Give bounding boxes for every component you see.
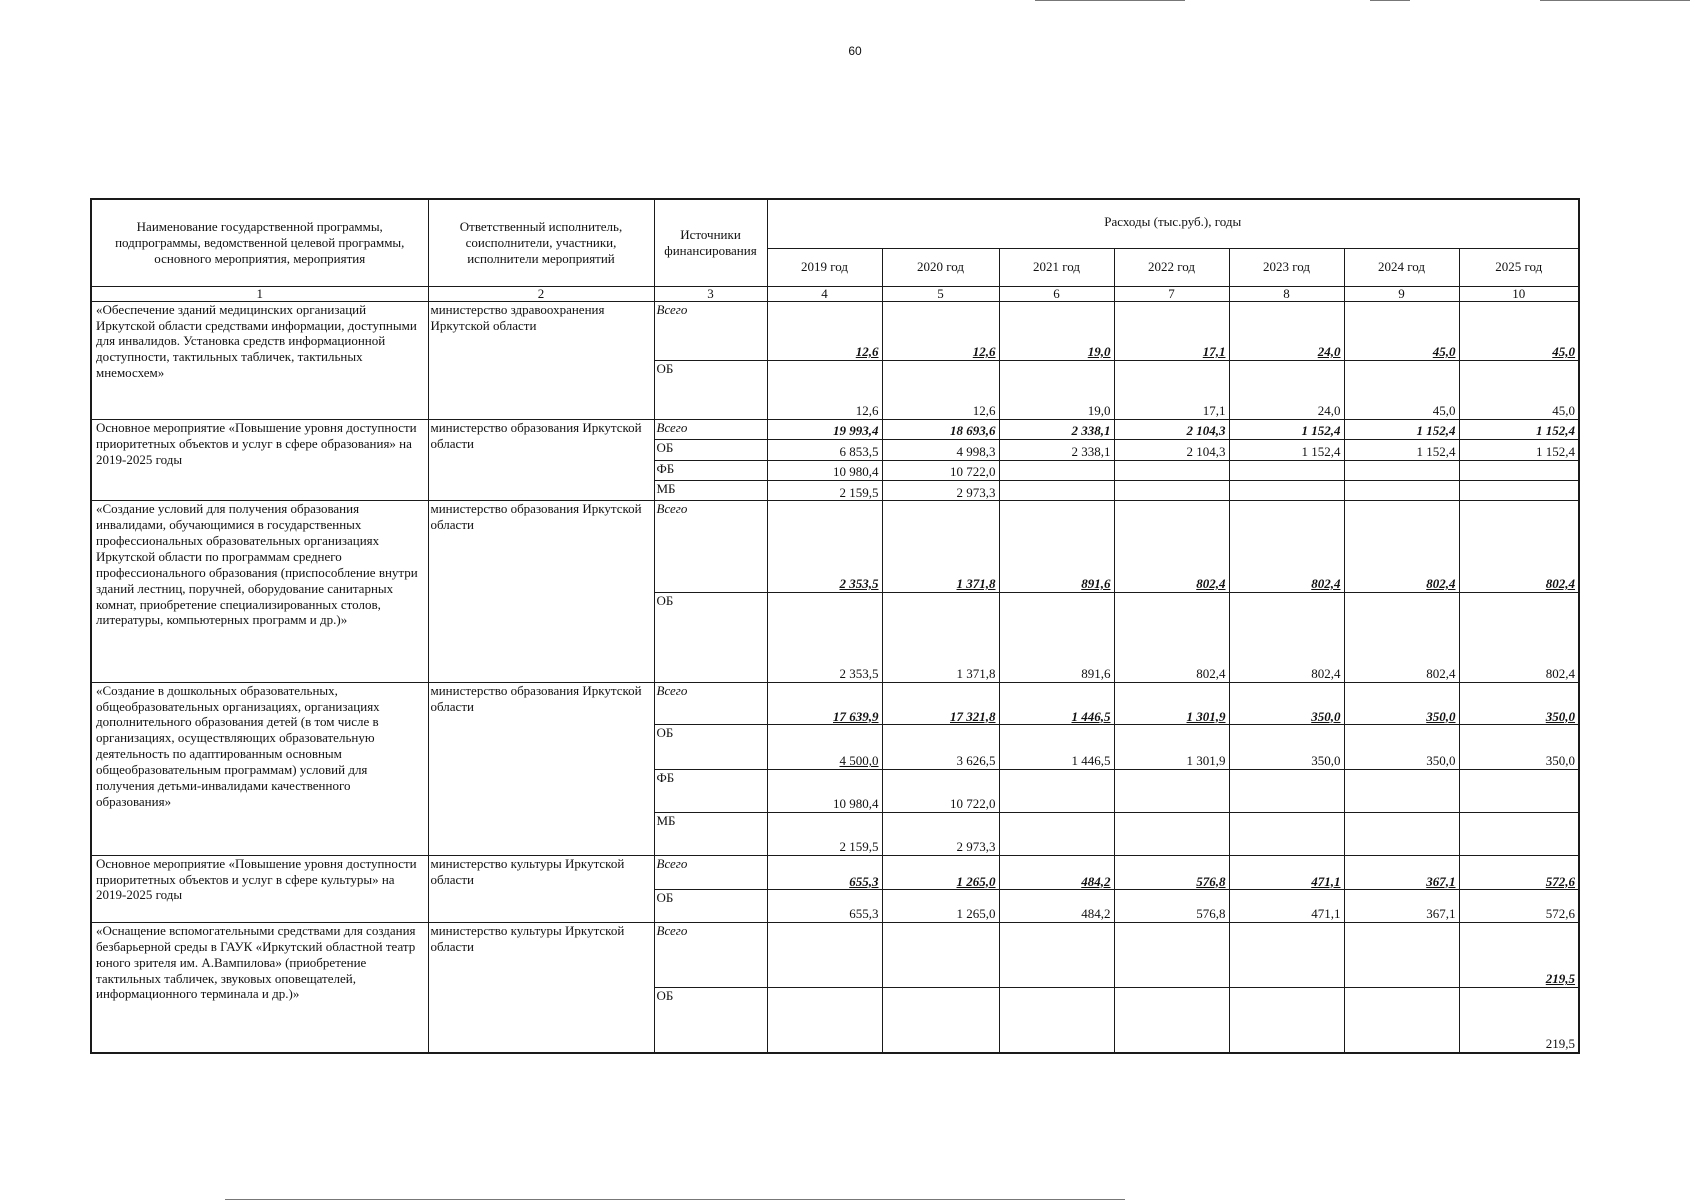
value-cell [999, 922, 1114, 987]
header-year: 2023 год [1229, 248, 1344, 286]
value-cell [1459, 770, 1579, 813]
value-cell [1344, 481, 1459, 501]
header-name: Наименование государственной программы, подпрограммы, ведомственной целевой программы, основного мероприятия, мероприятия [91, 199, 428, 286]
value-cell: 802,4 [1114, 501, 1229, 593]
value-cell [882, 922, 999, 987]
value-cell: 45,0 [1344, 301, 1459, 360]
value-cell: 1 265,0 [882, 890, 999, 923]
value-cell: 1 301,9 [1114, 682, 1229, 725]
value-cell: 2 973,3 [882, 813, 999, 856]
value-cell: 572,6 [1459, 890, 1579, 923]
value-cell: 2 973,3 [882, 481, 999, 501]
value-cell: 350,0 [1344, 682, 1459, 725]
executor: министерство культуры Иркутской области [428, 855, 654, 922]
value-cell: 655,3 [767, 855, 882, 890]
value-cell: 12,6 [767, 360, 882, 419]
value-cell: 1 446,5 [999, 682, 1114, 725]
value-cell: 2 338,1 [999, 440, 1114, 460]
value-cell [1459, 481, 1579, 501]
value-cell: 17,1 [1114, 301, 1229, 360]
value-cell [1114, 922, 1229, 987]
value-cell: 802,4 [1114, 593, 1229, 683]
value-cell: 484,2 [999, 890, 1114, 923]
value-cell [767, 988, 882, 1053]
value-cell: 18 693,6 [882, 419, 999, 439]
table-row [91, 922, 1579, 987]
header-year: 2022 год [1114, 248, 1229, 286]
executor: министерство образования Иркутской области [428, 682, 654, 855]
column-number: 8 [1229, 286, 1344, 301]
table-row [91, 682, 1579, 725]
column-number: 6 [999, 286, 1114, 301]
value-cell: 24,0 [1229, 301, 1344, 360]
value-cell [1344, 988, 1459, 1053]
executor: министерство образования Иркутской области [428, 501, 654, 682]
value-cell: 367,1 [1344, 855, 1459, 890]
value-cell [999, 460, 1114, 480]
header-year: 2025 год [1459, 248, 1579, 286]
column-number: 5 [882, 286, 999, 301]
value-cell: 17 639,9 [767, 682, 882, 725]
value-cell: 1 152,4 [1229, 440, 1344, 460]
column-number: 4 [767, 286, 882, 301]
value-cell: 6 853,5 [767, 440, 882, 460]
funding-source: МБ [654, 481, 767, 501]
value-cell: 19,0 [999, 360, 1114, 419]
value-cell: 1 152,4 [1459, 440, 1579, 460]
scan-edge-line [1540, 0, 1690, 1]
value-cell: 350,0 [1459, 725, 1579, 770]
value-cell: 1 152,4 [1459, 419, 1579, 439]
header-year: 2024 год [1344, 248, 1459, 286]
funding-source: Всего [654, 855, 767, 890]
value-cell [767, 922, 882, 987]
funding-source: ОБ [654, 890, 767, 923]
value-cell [999, 813, 1114, 856]
budget-table [90, 198, 1580, 1054]
value-cell: 471,1 [1229, 855, 1344, 890]
value-cell [999, 770, 1114, 813]
funding-source: Всего [654, 501, 767, 593]
column-number: 3 [654, 286, 767, 301]
funding-source: ОБ [654, 593, 767, 683]
table-row [91, 501, 1579, 593]
value-cell [1229, 770, 1344, 813]
value-cell [1229, 922, 1344, 987]
column-number: 9 [1344, 286, 1459, 301]
header-source: Источники финансирования [654, 199, 767, 286]
value-cell: 655,3 [767, 890, 882, 923]
value-cell: 45,0 [1344, 360, 1459, 419]
value-cell: 572,6 [1459, 855, 1579, 890]
value-cell: 2 353,5 [767, 593, 882, 683]
value-cell [1114, 460, 1229, 480]
value-cell: 12,6 [882, 301, 999, 360]
value-cell: 1 301,9 [1114, 725, 1229, 770]
value-cell [999, 988, 1114, 1053]
value-cell: 484,2 [999, 855, 1114, 890]
value-cell [1114, 481, 1229, 501]
executor: министерство образования Иркутской области [428, 419, 654, 500]
value-cell: 1 152,4 [1344, 440, 1459, 460]
funding-source: Всего [654, 682, 767, 725]
value-cell [1229, 460, 1344, 480]
funding-source: ФБ [654, 770, 767, 813]
column-number: 10 [1459, 286, 1579, 301]
value-cell: 19,0 [999, 301, 1114, 360]
value-cell [1459, 813, 1579, 856]
value-cell: 1 446,5 [999, 725, 1114, 770]
funding-source: ОБ [654, 360, 767, 419]
value-cell [1229, 988, 1344, 1053]
value-cell: 1 371,8 [882, 593, 999, 683]
value-cell: 350,0 [1229, 725, 1344, 770]
value-cell [1344, 813, 1459, 856]
value-cell: 1 152,4 [1229, 419, 1344, 439]
value-cell: 802,4 [1229, 501, 1344, 593]
value-cell: 350,0 [1459, 682, 1579, 725]
value-cell: 12,6 [767, 301, 882, 360]
value-cell: 10 722,0 [882, 770, 999, 813]
header-year: 2021 год [999, 248, 1114, 286]
value-cell [882, 988, 999, 1053]
value-cell: 576,8 [1114, 890, 1229, 923]
value-cell [1114, 813, 1229, 856]
value-cell: 2 159,5 [767, 481, 882, 501]
value-cell: 471,1 [1229, 890, 1344, 923]
table-row [91, 419, 1579, 439]
page-number: 60 [848, 44, 862, 58]
value-cell: 1 152,4 [1344, 419, 1459, 439]
value-cell: 802,4 [1344, 593, 1459, 683]
program-name: «Создание условий для получения образования инвалидами, обучающимися в государственных профессиональных образовательных организациях Иркутской области по программам среднего профессионального образования (приспособление внутри зданий лестниц, поручней, оборудование санитарных комнат, приобретение специализированных столов, литературы, компьютерных программ и др.)» [91, 501, 428, 682]
value-cell: 1 371,8 [882, 501, 999, 593]
scan-edge-line [1035, 0, 1185, 1]
value-cell: 802,4 [1229, 593, 1344, 683]
table-row [91, 301, 1579, 360]
value-cell: 19 993,4 [767, 419, 882, 439]
table-row [91, 855, 1579, 890]
scan-edge-line [1370, 0, 1410, 1]
value-cell: 2 104,3 [1114, 440, 1229, 460]
value-cell [1344, 770, 1459, 813]
value-cell: 45,0 [1459, 301, 1579, 360]
value-cell: 891,6 [999, 593, 1114, 683]
value-cell: 10 980,4 [767, 460, 882, 480]
value-cell: 10 980,4 [767, 770, 882, 813]
value-cell: 802,4 [1344, 501, 1459, 593]
value-cell: 17 321,8 [882, 682, 999, 725]
program-name: «Обеспечение зданий медицинских организаций Иркутской области средствами информации, доступными для инвалидов. Установка средств информационной доступности, тактильных табличек, тактильных мнемосхем» [91, 301, 428, 419]
program-name: «Создание в дошкольных образовательных, общеобразовательных организациях, организациях дополнительного образования детей (в том числе в организациях, осуществляющих образовательную деятельность по адаптированным основным общеобразовательным программам) условий для получения детьми-инвалидами качественного образования» [91, 682, 428, 855]
header-expenses: Расходы (тыс.руб.), годы [767, 199, 1579, 248]
funding-source: Всего [654, 301, 767, 360]
header-year: 2019 год [767, 248, 882, 286]
executor: министерство здравоохранения Иркутской области [428, 301, 654, 419]
value-cell: 802,4 [1459, 593, 1579, 683]
value-cell: 17,1 [1114, 360, 1229, 419]
value-cell: 12,6 [882, 360, 999, 419]
funding-source: МБ [654, 813, 767, 856]
column-number-row [91, 286, 1579, 301]
value-cell [1229, 813, 1344, 856]
value-cell: 802,4 [1459, 501, 1579, 593]
value-cell: 4 998,3 [882, 440, 999, 460]
value-cell: 4 500,0 [767, 725, 882, 770]
value-cell: 3 626,5 [882, 725, 999, 770]
program-name: «Оснащение вспомогательными средствами для создания безбарьерной среды в ГАУК «Иркутский областной театр юного зрителя им. А.Вампилова» (приобретение тактильных табличек, звуковых оповещателей, информационного терминала и др.)» [91, 922, 428, 1053]
value-cell: 891,6 [999, 501, 1114, 593]
value-cell [999, 481, 1114, 501]
value-cell: 24,0 [1229, 360, 1344, 419]
value-cell: 350,0 [1229, 682, 1344, 725]
value-cell: 576,8 [1114, 855, 1229, 890]
funding-source: ФБ [654, 460, 767, 480]
value-cell: 2 159,5 [767, 813, 882, 856]
column-number: 2 [428, 286, 654, 301]
funding-source: Всего [654, 922, 767, 987]
value-cell: 219,5 [1459, 988, 1579, 1053]
funding-source: ОБ [654, 440, 767, 460]
funding-source: Всего [654, 419, 767, 439]
value-cell: 350,0 [1344, 725, 1459, 770]
header-executor: Ответственный исполнитель, соисполнители, участники, исполнители мероприятий [428, 199, 654, 286]
funding-source: ОБ [654, 725, 767, 770]
value-cell [1229, 481, 1344, 501]
program-name: Основное мероприятие «Повышение уровня доступности приоритетных объектов и услуг в сфере образования» на 2019-2025 годы [91, 419, 428, 500]
value-cell: 367,1 [1344, 890, 1459, 923]
value-cell: 45,0 [1459, 360, 1579, 419]
column-number: 1 [91, 286, 428, 301]
value-cell [1344, 460, 1459, 480]
value-cell [1344, 922, 1459, 987]
value-cell: 10 722,0 [882, 460, 999, 480]
funding-source: ОБ [654, 988, 767, 1053]
value-cell: 1 265,0 [882, 855, 999, 890]
value-cell: 2 353,5 [767, 501, 882, 593]
executor: министерство культуры Иркутской области [428, 922, 654, 1053]
program-name: Основное мероприятие «Повышение уровня доступности приоритетных объектов и услуг в сфере культуры» на 2019-2025 годы [91, 855, 428, 922]
column-number: 7 [1114, 286, 1229, 301]
value-cell [1114, 988, 1229, 1053]
value-cell: 2 104,3 [1114, 419, 1229, 439]
value-cell: 2 338,1 [999, 419, 1114, 439]
value-cell: 219,5 [1459, 922, 1579, 987]
value-cell [1114, 770, 1229, 813]
value-cell [1459, 460, 1579, 480]
header-year: 2020 год [882, 248, 999, 286]
